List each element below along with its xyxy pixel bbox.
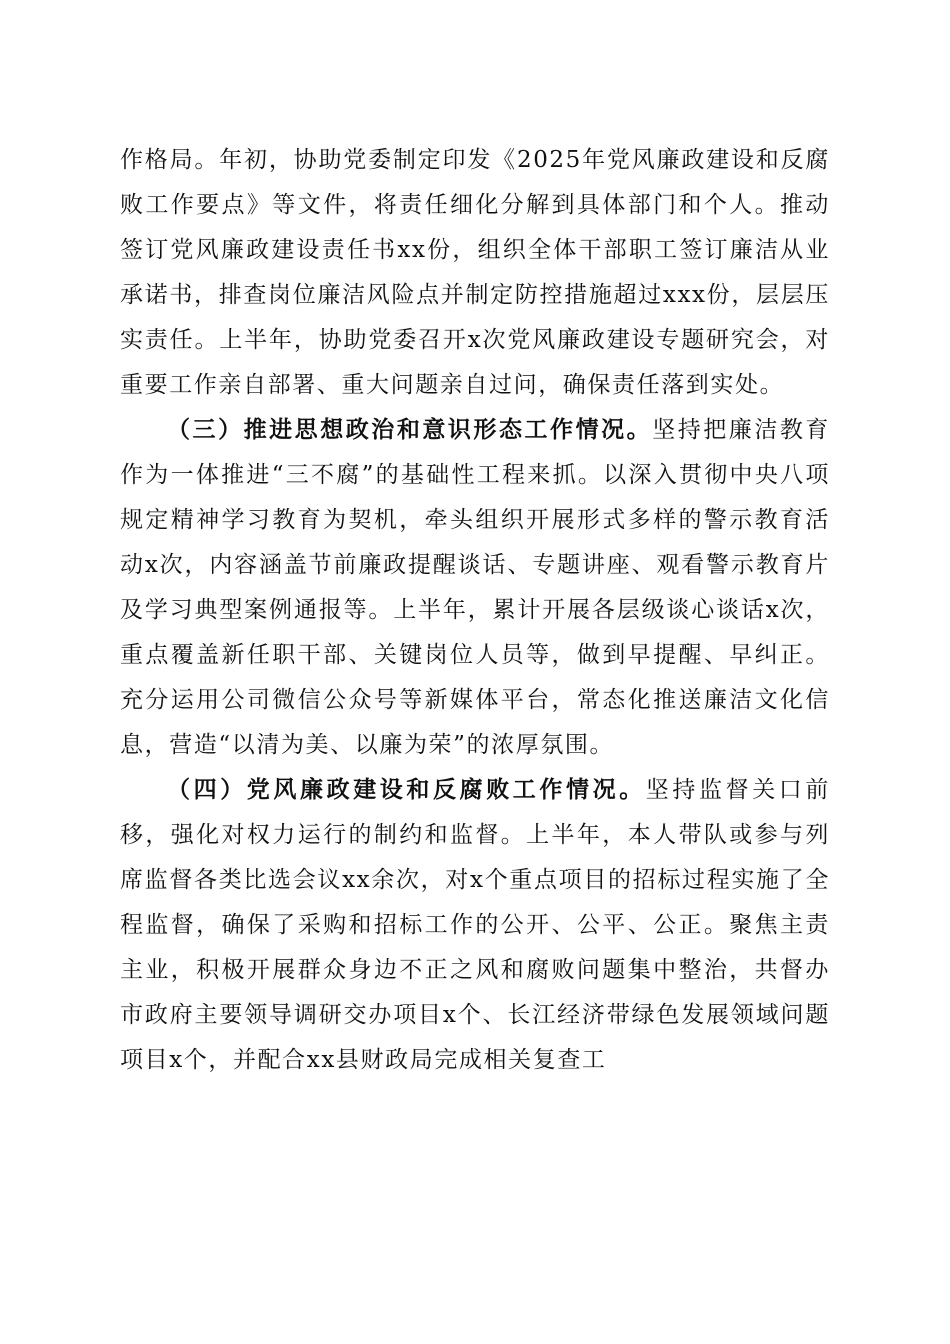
paragraph-section-3 xyxy=(120,408,830,768)
paragraph-text: 坚持监督关口前移，强化对权力运行的制约和监督。上半年，本人带队或参与列席监督各类比选会议xx余次，对x个重点项目的招标过程实施了全程监督，确保了采购和招标工作的公开、公平、公正。聚焦主责主业，积极开展群众身边不正之风和腐败问题集中整治，共督办市政府主要领导调研交办项目x个、长江经济带绿色发展领域问题项目x个，并配合xx县财政局完成相关复查工 xyxy=(120,777,830,1073)
paragraph-text: 坚持把廉洁教育作为一体推进“三不腐”的基础性工程来抓。以深入贯彻中央八项规定精神学习教育为契机，牵头组织开展形式多样的警示教育活动x次，内容涵盖节前廉政提醒谈话、专题讲座、观看警示教育片及学习典型案例通报等。上半年，累计开展各层级谈心谈话x次，重点覆盖新任职干部、关键岗位人员等，做到早提醒、早纠正。充分运用公司微信公众号等新媒体平台，常态化推送廉洁文化信息，营造“以清为美、以廉为荣”的浓厚氛围。 xyxy=(120,417,831,758)
paragraph-text: 作格局。年初，协助党委制定印发《2025年党风廉政建设和反腐败工作要点》等文件，将责任细化分解到具体部门和个人。推动签订党风廉政建设责任书xx份，组织全体干部职工签订廉洁从业承诺书，排查岗位廉洁风险点并制定防控措施超过xxx份，层层压实责任。上半年，协助党委召开x次党风廉政建设专题研究会，对重要工作亲自部署、重大问题亲自过问，确保责任落到实处。 xyxy=(120,147,830,398)
section-heading-3: （三）推进思想政治和意识形态工作情况。 xyxy=(167,417,653,443)
paragraph-continued xyxy=(120,138,830,408)
section-heading-4: （四）党风廉政建设和反腐败工作情况。 xyxy=(167,777,646,803)
document-body xyxy=(120,138,830,1083)
paragraph-section-4 xyxy=(120,768,830,1083)
